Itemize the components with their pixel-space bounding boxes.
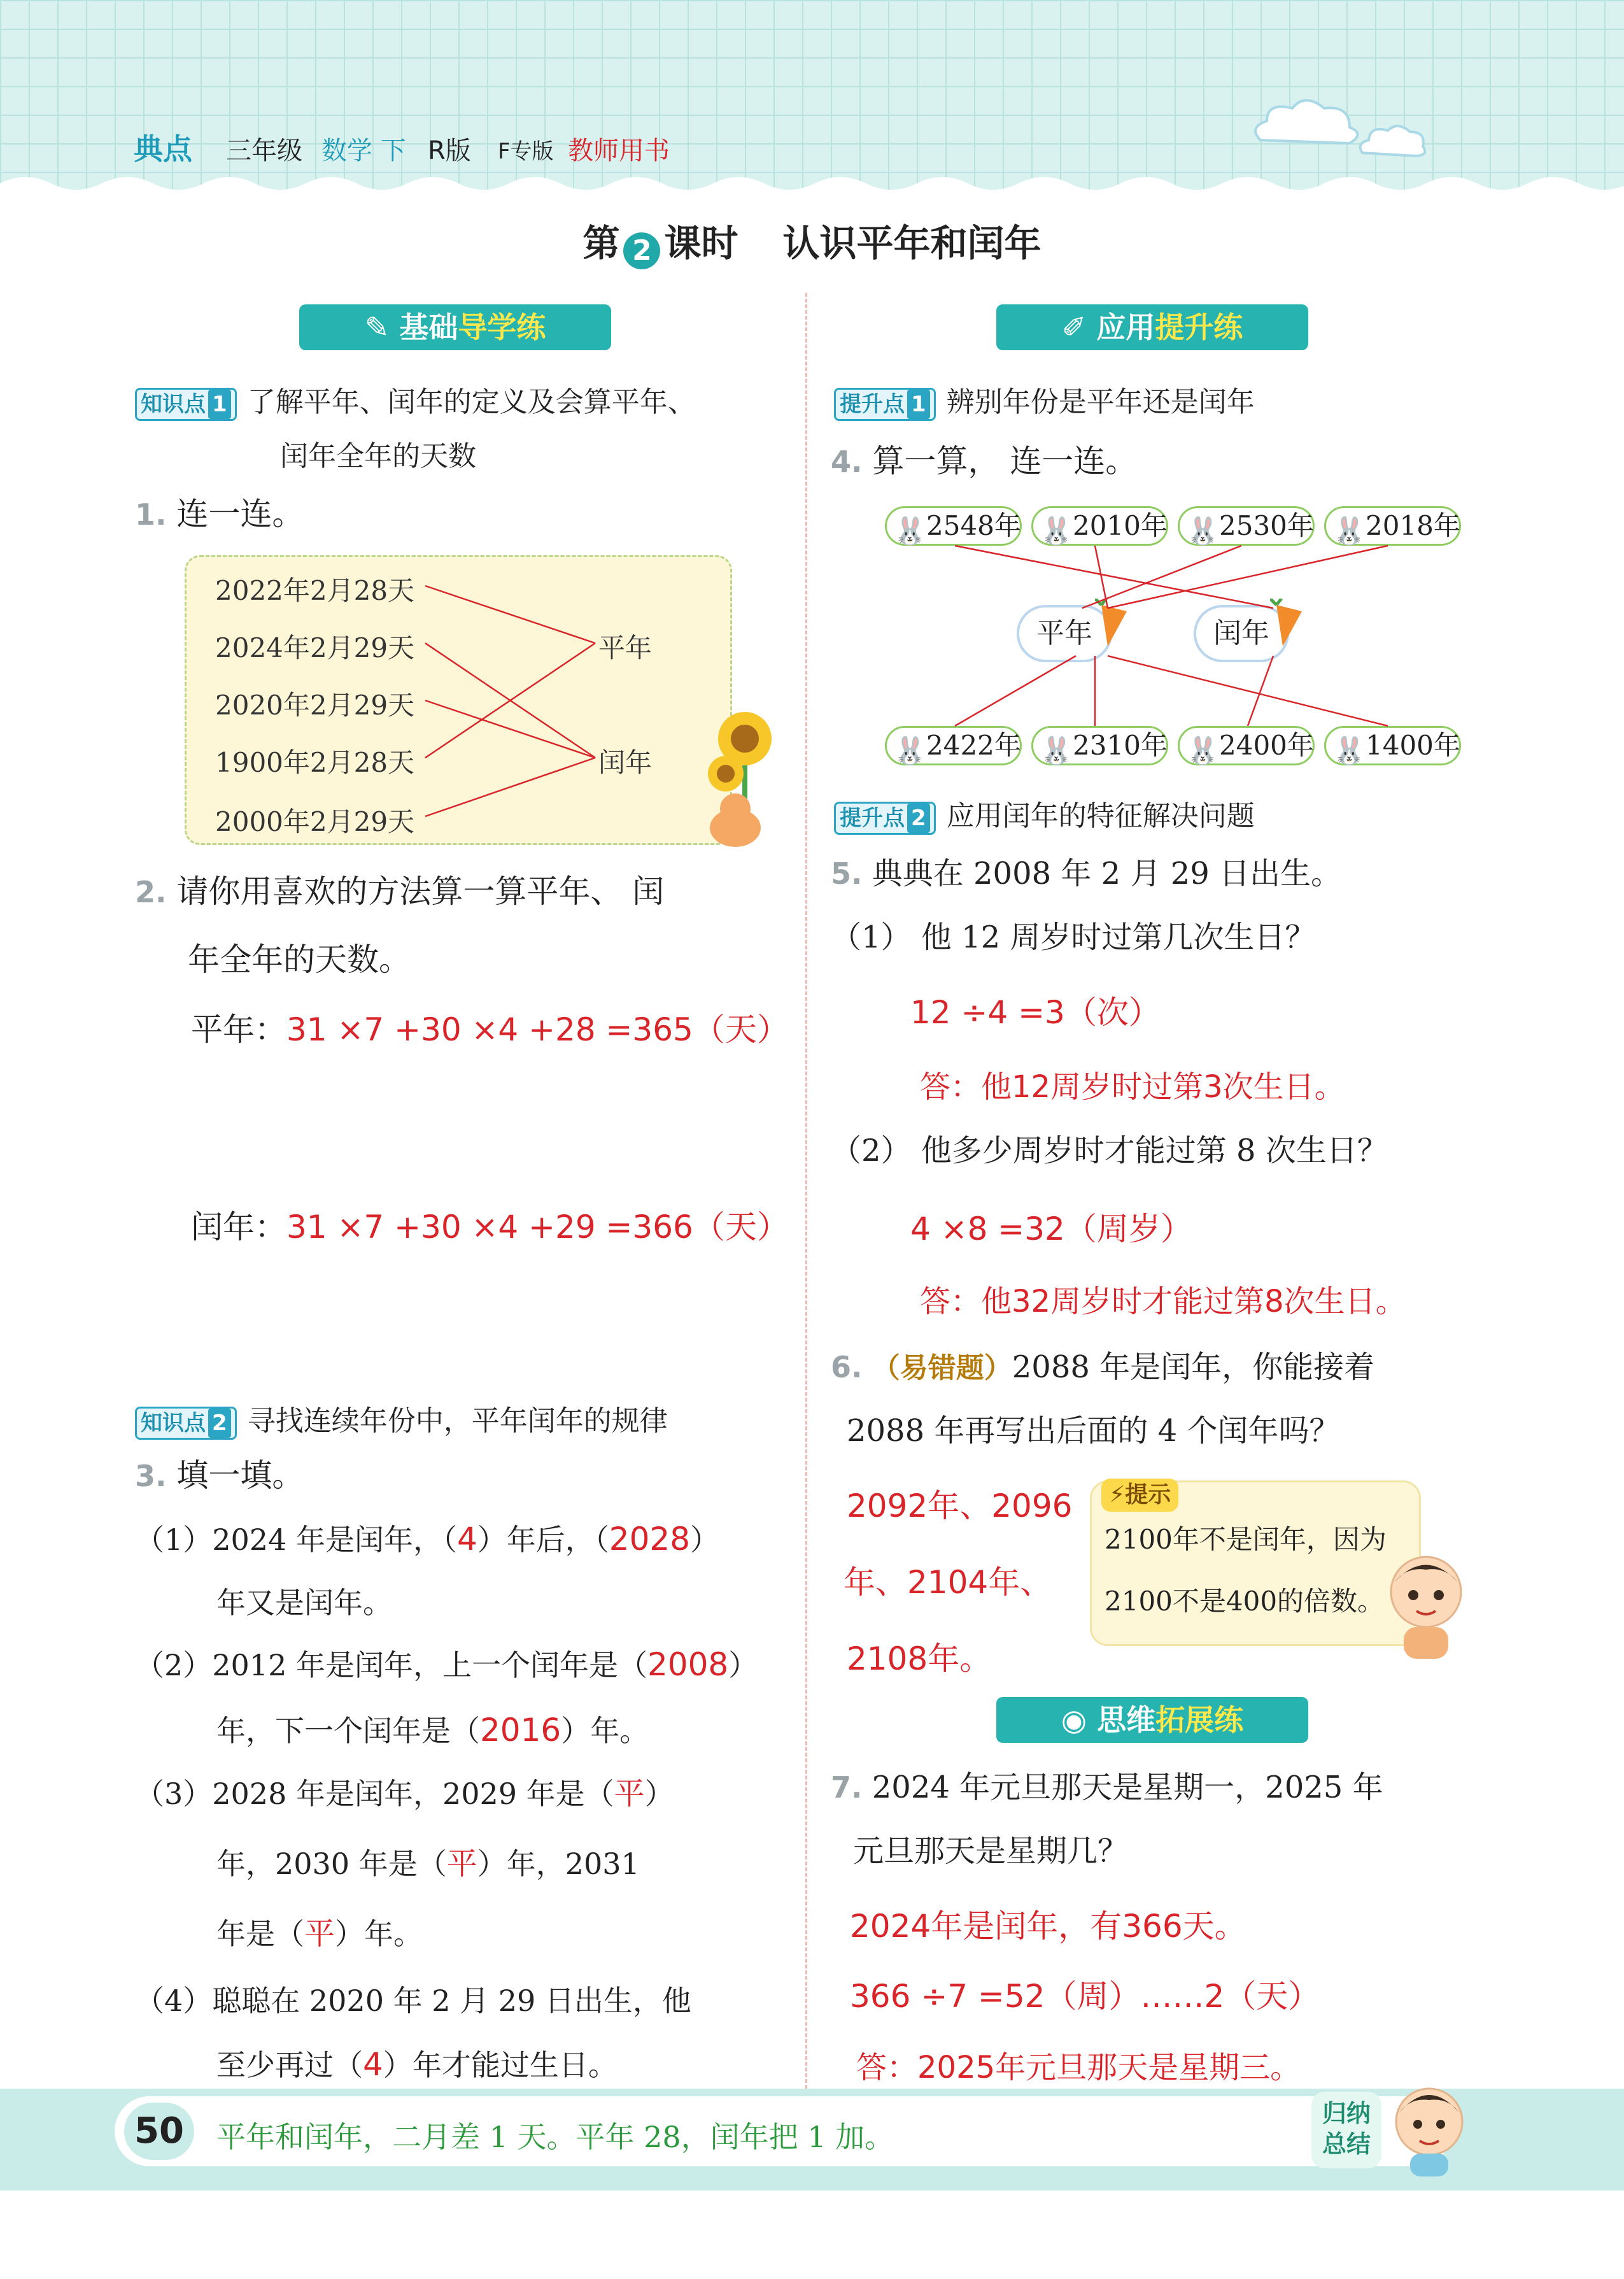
q7-answer-3: 答：2025年元旦那天是星期三。 [856, 2050, 1301, 2085]
question-1: 1. 连一连。 [135, 495, 304, 532]
knowledge-point-2: 知识点 2 寻找连续年份中，平年闰年的规律 [135, 1398, 668, 1440]
bunny-icon: 🐰 [893, 735, 927, 766]
q5-answer-2: 4 ×8 =32（周岁） [910, 1210, 1192, 1247]
bunny-icon: 🐰 [1040, 735, 1073, 766]
question-4: 4. 算一算， 连一连。 [831, 443, 1138, 479]
q3-sub-4: （4）聪聪在 2020 年 2 月 29 日出生，他 [135, 1984, 691, 2018]
question-7-line2: 元旦那天是星期几？ [853, 1833, 1129, 1869]
ruler-icon: ✐ [1061, 310, 1097, 344]
lightning-icon: ⚡ [1109, 1482, 1126, 1508]
footer-mnemonic: 平年和闰年，二月差 1 天。平年 28，闰年把 1 加。 [216, 2120, 894, 2154]
header-teacher-book: 教师用书 [568, 136, 670, 166]
year-pill-top: 🐰 2018年 [1324, 506, 1461, 546]
knowledge-point-1: 知识点 1 了解平年、闰年的定义及会算平年、 [135, 379, 696, 421]
date-item: 1900年2月28天 [215, 747, 415, 778]
q3-sub-1-line2: 年又是闰年。 [216, 1586, 392, 1620]
target-runnian: 闰年 [598, 747, 653, 778]
date-item: 2022年2月28天 [215, 575, 415, 606]
year-pill-bottom: 🐰 2400年 [1178, 726, 1315, 765]
q7-answer-1: 2024年是闰年，有366天。 [850, 1908, 1246, 1945]
matching-lines-1 [0, 0, 802, 853]
cloud-small-icon [1356, 118, 1432, 162]
question-2: 2. 请你用喜欢的方法算一算平年、 闰 [135, 873, 665, 910]
question-3: 3. 填一填。 [135, 1457, 304, 1494]
question-6: 6. （易错题）2088 年是闰年，你能接着 [831, 1349, 1375, 1385]
date-item: 2000年2月29天 [215, 806, 415, 837]
year-pill-top: 🐰 2010年 [1031, 506, 1168, 546]
column-divider [805, 293, 807, 2089]
bunny-icon: 🐰 [1186, 515, 1220, 546]
q5-answer-1-text: 答：他12周岁时过第3次生日。 [920, 1069, 1345, 1105]
lesson-title: 第 2 课时 认识平年和闰年 [0, 213, 1624, 269]
q3-sub-1: （1）2024 年是闰年，（4）年后，（2028） [135, 1521, 720, 1558]
q7-answer-2: 366 ÷7 =52（周）……2（天） [850, 1978, 1320, 2015]
footer-boy-illustration [1388, 2082, 1471, 2178]
hint-line2: 2100不是400的倍数。 [1105, 1586, 1385, 1617]
header-special: F专版 [498, 139, 554, 164]
target-pingnian: 平年 [598, 632, 653, 664]
q5-sub-2: （2） 他多少周岁时才能过第 8 次生日？ [831, 1133, 1388, 1168]
question-5: 5. 典典在 2008 年 2 月 29 日出生。 [831, 856, 1342, 891]
question-7: 7. 2024 年元旦那天是星期一，2025 年 [831, 1770, 1383, 1805]
compass-icon: ✎ [364, 310, 400, 344]
page-number: 50 [124, 2103, 194, 2160]
bunny-icon: 🐰 [1186, 735, 1220, 766]
globe-icon: ◉ [1061, 1703, 1098, 1737]
q6-answer-line2: 年、2104年、 [844, 1564, 1052, 1601]
q2-ping-answer: 平年：31 ×7 +30 ×4 +28 =365（天） [191, 1011, 789, 1048]
brand-logo: 典点 [134, 132, 192, 166]
error-prone-tag: （易错题） [872, 1352, 1012, 1384]
q5-answer-2-text: 答：他32周岁时才能过第8次生日。 [920, 1284, 1406, 1319]
header-subject: 数学 下 [321, 136, 406, 166]
q3-sub-2: （2）2012 年是闰年，上一个闰年是（2008） [135, 1646, 758, 1683]
q2-run-answer: 闰年：31 ×7 +30 ×4 +29 =366（天） [191, 1209, 789, 1246]
hint-label: ⚡提示 [1101, 1479, 1178, 1512]
year-pill-bottom: 🐰 2422年 [885, 726, 1022, 765]
lesson-name: 认识平年和闰年 [782, 222, 1041, 265]
question-2-line2: 年全年的天数。 [188, 941, 411, 978]
year-pill-top: 🐰 2530年 [1178, 506, 1315, 546]
question-6-line2: 2088 年再写出后面的 4 个闰年吗？ [847, 1413, 1340, 1449]
banner-basic-practice: ✎ 基础导学练 [299, 304, 611, 350]
q3-sub-2-line2: 年，下一个闰年是（2016）年。 [216, 1712, 649, 1749]
boy-character-illustration [1381, 1554, 1471, 1662]
bunny-icon: 🐰 [1332, 515, 1366, 546]
header-edition: R版 [428, 136, 471, 166]
matching-lines-4 [828, 497, 1477, 783]
q3-sub-3-line2: 年，2030 年是（平）年，2031 [216, 1846, 640, 1882]
summary-badge: 归纳 总结 [1311, 2092, 1381, 2168]
q6-answer-line1: 2092年、2096 [847, 1487, 1073, 1524]
banner-thinking-extension: ◉ 思维拓展练 [996, 1697, 1308, 1743]
date-item: 2020年2月29天 [215, 690, 415, 721]
year-pill-bottom: 🐰 2310年 [1031, 726, 1168, 765]
q3-sub-3-line3: 年是（平）年。 [216, 1916, 423, 1952]
year-pill-top: 🐰 2548年 [885, 506, 1022, 546]
q5-answer-1: 12 ÷4 =3（次） [910, 994, 1161, 1031]
lesson-number-badge: 2 [623, 232, 660, 269]
cloud-pingnian: 平年 [1017, 605, 1112, 662]
q3-sub-4-line2: 至少再过（4）年才能过生日。 [216, 2046, 618, 2083]
promotion-point-1: 提升点 1 辨别年份是平年还是闰年 [834, 379, 1255, 421]
sunflower-cat-illustration [700, 700, 796, 847]
bunny-icon: 🐰 [893, 515, 927, 546]
q3-sub-3: （3）2028 年是闰年，2029 年是（平） [135, 1776, 674, 1812]
bunny-icon: 🐰 [1040, 515, 1073, 546]
cloud-runnian: 闰年 [1194, 605, 1289, 662]
q5-sub-1: （1） 他 12 周岁时过第几次生日？ [831, 919, 1316, 955]
banner-application-practice: ✐ 应用提升练 [996, 304, 1308, 350]
promotion-point-2: 提升点 2 应用闰年的特征解决问题 [834, 793, 1255, 835]
header-grade: 三年级 [226, 136, 302, 166]
year-pill-bottom: 🐰 1400年 [1324, 726, 1461, 765]
knowledge-point-1-line2: 闰年全年的天数 [280, 440, 476, 472]
bunny-icon: 🐰 [1332, 735, 1366, 766]
date-item: 2024年2月29天 [215, 632, 415, 664]
q6-answer-line3: 2108年。 [847, 1640, 992, 1677]
hint-line1: 2100年不是闰年，因为 [1105, 1524, 1387, 1555]
